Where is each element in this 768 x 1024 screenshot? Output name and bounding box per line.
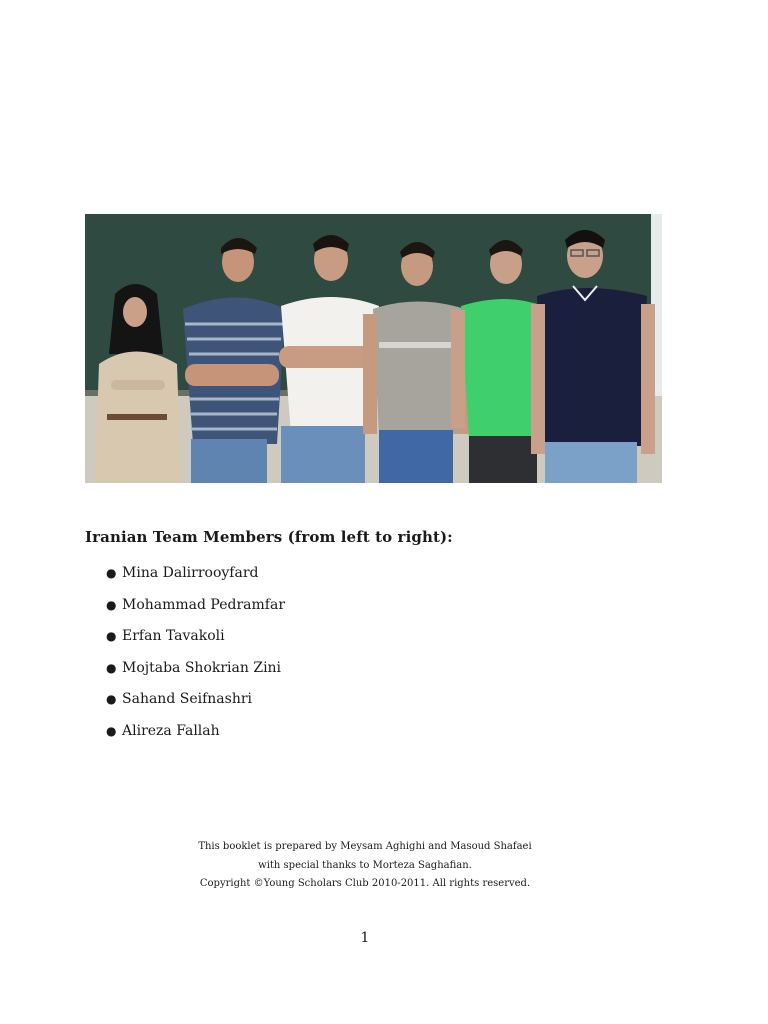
list-item bbox=[106, 595, 285, 627]
member-name: Mohammad Pedramfar bbox=[122, 596, 286, 613]
list-item bbox=[106, 626, 285, 658]
team-members-list bbox=[106, 563, 285, 753]
member-name: Erfan Tavakoli bbox=[122, 628, 225, 645]
member-name: Mojtaba Shokrian Zini bbox=[122, 659, 282, 676]
credits-line-thanks: with special thanks to Morteza Saghafian. bbox=[258, 859, 472, 871]
bullet-icon: ● bbox=[106, 629, 117, 644]
bullet-icon: ● bbox=[106, 566, 117, 580]
team-photo bbox=[85, 214, 662, 483]
bullet-icon: ● bbox=[106, 723, 117, 738]
credits-block bbox=[0, 838, 730, 894]
bullet-icon: ● bbox=[106, 660, 117, 675]
team-members-heading: Iranian Team Members (from left to right): bbox=[85, 528, 453, 546]
list-item bbox=[106, 658, 285, 690]
member-name: Alireza Fallah bbox=[122, 722, 220, 739]
page-number: 1 bbox=[360, 930, 370, 946]
member-name: Mina Dalirrooyfard bbox=[122, 565, 259, 581]
credits-line-prepared-by: This booklet is prepared by Meysam Aghighi and Masoud Shafaei bbox=[198, 841, 532, 852]
list-item bbox=[106, 721, 285, 753]
copyright-line: Copyright ©Young Scholars Club 2010-2011. All rights reserved. bbox=[199, 878, 531, 889]
list-item bbox=[106, 563, 285, 595]
member-name: Sahand Seifnashri bbox=[122, 691, 252, 708]
bullet-icon: ● bbox=[106, 597, 117, 612]
list-item bbox=[106, 689, 285, 721]
bullet-icon: ● bbox=[106, 692, 117, 707]
